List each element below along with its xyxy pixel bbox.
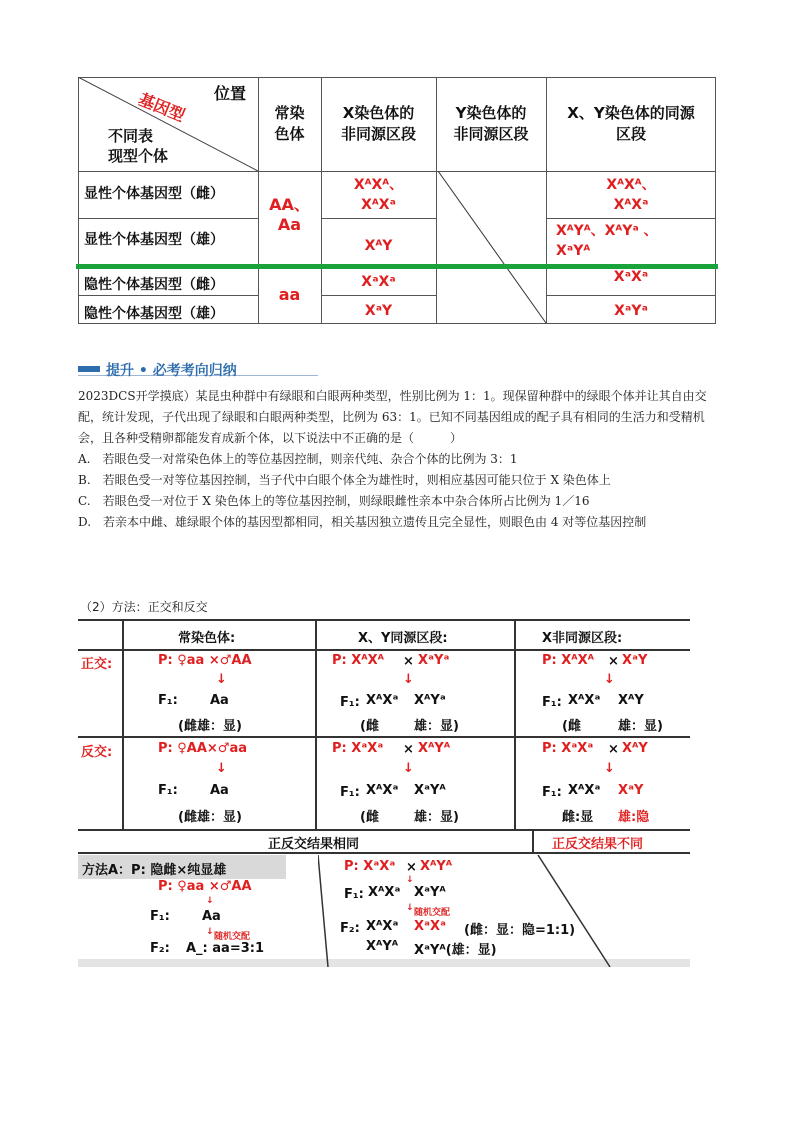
fwd-auto-arrow: ↓ — [216, 672, 227, 687]
fwd-x-note2: 雄：显) — [618, 719, 663, 734]
same-result-label: 正反交结果相同 — [268, 837, 360, 852]
fwd-x-f1b: XᴬY — [618, 693, 644, 708]
fwd-xy-arrow: ↓ — [403, 672, 414, 687]
rev-xy-f1-label: F₁: — [340, 785, 360, 800]
option-a: A. 若眼色受一对常染色体上的等位基因控制，则亲代纯、杂合个体的比例为 3：1 — [78, 452, 518, 466]
rev-xy-f1a: XᴬXᵃ — [366, 783, 399, 798]
ma-xy-times: × — [406, 860, 417, 875]
ma-xy-f2d: XᵃYᴬ(雄：显) — [414, 943, 497, 958]
rev-x-f1b: XᵃY — [618, 783, 644, 798]
ma-xy-f1a: XᴬXᵃ — [368, 885, 401, 900]
question-stem: 2023DCS开学摸底）某昆虫种群中有绿眼和白眼两种类型，性别比例为 1：1。现保留种群中的绿眼个体并让其自由交配，统计发现，子代出现了绿眼和白眼两种类型，比例为 63：1。已知不同基因组成的配子具有相同的生活力和受精机会，且各种受精卵都能发育成新个体，以下说法中不正确的是（ ） — [78, 389, 707, 445]
rev-x-f1-label: F₁: — [542, 785, 562, 800]
section-title-bar — [78, 366, 100, 372]
corner-position-label: 位置 — [214, 84, 247, 103]
fwd-xy-f1b: XᴬYᵃ — [414, 693, 446, 708]
fwd-x-times: × — [608, 654, 619, 669]
ma-xy-f1b: XᵃYᴬ — [414, 885, 446, 900]
ma-xy-arrow: ↓ — [406, 875, 414, 885]
fwd-auto-parents: P: ♀aa ×♂AA — [158, 653, 252, 668]
corner-genotype-label: 基因型 — [135, 89, 188, 126]
rev-x-arrow: ↓ — [604, 761, 615, 776]
row-reverse-cross: 反交: — [81, 745, 113, 760]
rev-xy-times: × — [403, 742, 414, 757]
xy-recessive-male: XᵃYᵃ — [614, 303, 648, 319]
option-b: B. 若眼色受一对等位基因控制，当子代中白眼个体全为雄性时，则相应基因可能只位于 X 染色体上 — [78, 473, 611, 487]
rev-x-times: × — [608, 742, 619, 757]
row-forward-cross: 正交: — [81, 657, 113, 672]
section-title: 提升 • 必考考向归纳 — [106, 363, 237, 379]
ma-auto-parents: P: ♀aa ×♂AA — [158, 879, 252, 894]
rev-auto-f1-label: F₁: — [158, 783, 178, 798]
rev-xy-p1: P: XᵃXᵃ — [332, 741, 384, 756]
rev-x-note1: 雌:显 — [562, 810, 594, 825]
ma-xy-f2-label: F₂: — [340, 921, 360, 936]
ma-xy-f2-ratio: (雌：显：隐=1:1) — [464, 923, 576, 938]
row-dominant-male: 显性个体基因型（雄） — [84, 232, 224, 248]
method-a-title: 方法A：P: 隐雌×纯显雄 — [82, 863, 227, 878]
genotype-table — [78, 77, 716, 324]
rev-xy-note1: (雌 — [360, 810, 379, 825]
col-xy-homologous: X、Y同源区段: — [358, 631, 448, 646]
fwd-xy-f1a: XᴬXᵃ — [366, 693, 399, 708]
fwd-xy-note1: (雌 — [360, 719, 379, 734]
fwd-xy-p2: XᵃYᵃ — [418, 653, 450, 668]
rev-x-p2: XᴬY — [622, 741, 648, 756]
xy-dominant-female: XᴬXᴬ、 XᴬXᵃ — [606, 177, 656, 213]
corner-phenotype-line1: 不同表 — [108, 127, 154, 145]
row-dominant-female: 显性个体基因型（雌） — [84, 186, 224, 202]
ma-auto-f2: A_: aa=3:1 — [186, 941, 265, 956]
ma-xy-f2b: XᵃXᵃ — [414, 919, 446, 934]
rev-auto-f1: Aa — [210, 783, 229, 798]
option-d: D. 若亲本中雌、雄绿眼个体的基因型都相同，相关基因独立遗传且完全显性，则眼色由 4 对等位基因控制 — [78, 515, 647, 529]
ma-auto-random: 随机交配 — [214, 932, 251, 942]
fwd-x-arrow: ↓ — [604, 672, 615, 687]
ma-xy-random: 随机交配 — [414, 908, 451, 918]
diff-result-label: 正反交结果不同 — [552, 837, 644, 852]
fwd-xy-p1: P: XᴬXᴬ — [332, 653, 384, 668]
x-recessive-female: XᵃXᵃ — [361, 274, 396, 290]
fwd-auto-f1: Aa — [210, 693, 229, 708]
rev-x-f1a: XᴬXᵃ — [568, 783, 601, 798]
col-autosome: 常染色体: — [178, 631, 236, 646]
row-recessive-male: 隐性个体基因型（雄） — [84, 306, 224, 322]
ma-auto-f1-label: F₁: — [150, 909, 170, 924]
ma-xy-p2: XᴬYᴬ — [420, 859, 453, 874]
ma-auto-f2-label: F₂: — [150, 941, 170, 956]
autosome-recessive-genotype: aa — [278, 285, 301, 304]
fwd-auto-note: (雌雄：显) — [178, 719, 242, 734]
ma-auto-f1: Aa — [202, 909, 221, 924]
ma-xy-f2a: XᴬXᵃ — [366, 919, 399, 934]
ma-xy-f2c: XᴬYᴬ — [366, 939, 399, 954]
fwd-xy-f1-label: F₁: — [340, 695, 360, 710]
rev-xy-note2: 雄：显) — [414, 810, 459, 825]
method-heading: （2）方法：正交和反交 — [80, 600, 208, 614]
ma-xy-p1: P: XᵃXᵃ — [344, 859, 396, 874]
x-dominant-male: XᴬY — [364, 238, 393, 254]
rev-auto-note: (雌雄：显) — [178, 810, 242, 825]
fwd-x-p2: XᵃY — [622, 653, 648, 668]
fwd-x-f1a: XᴬXᵃ — [568, 693, 601, 708]
ma-auto-arrow: ↓ — [206, 896, 214, 906]
header-y-nonhomologous: Y染色体的 非同源区段 — [453, 104, 529, 143]
y-column-diagonal — [436, 171, 547, 324]
col-x-nonhomologous: X非同源区段: — [542, 631, 623, 646]
fwd-x-f1-label: F₁: — [542, 695, 562, 710]
rev-xy-arrow: ↓ — [403, 761, 414, 776]
fwd-auto-f1-label: F₁: — [158, 693, 178, 708]
ma-xy-f1-label: F₁: — [344, 887, 364, 902]
rev-xy-f1b: XᵃYᴬ — [414, 783, 446, 798]
x-dominant-female: XᴬXᴬ、 XᴬXᵃ — [353, 177, 404, 213]
ma-xy-arrow2: ↓ — [406, 903, 414, 913]
question-block — [78, 386, 718, 533]
rev-x-note2: 雄:隐 — [618, 810, 650, 825]
fwd-x-note1: (雌 — [562, 719, 581, 734]
fwd-xy-note2: 雄：显) — [414, 719, 459, 734]
rev-xy-p2: XᴬYᴬ — [418, 741, 451, 756]
row-recessive-female: 隐性个体基因型（雌） — [84, 277, 224, 293]
header-x-nonhomologous: X染色体的 非同源区段 — [340, 104, 416, 143]
corner-phenotype-line2: 现型个体 — [108, 147, 169, 165]
cross-method-table — [78, 619, 690, 967]
rev-x-p1: P: XᵃXᵃ — [542, 741, 594, 756]
rev-auto-arrow: ↓ — [216, 761, 227, 776]
fwd-x-p1: P: XᴬXᴬ — [542, 653, 594, 668]
header-autosome: 常染 色体 — [274, 104, 305, 143]
fwd-xy-times: × — [403, 654, 414, 669]
option-c: C. 若眼色受一对位于 X 染色体上的等位基因控制，则绿眼雌性亲本中杂合体所占比例为 1／16 — [78, 494, 590, 508]
xy-recessive-female: XᵃXᵃ — [613, 269, 649, 285]
autosome-dominant-genotypes: AA、 Aa — [269, 195, 310, 234]
green-divider-line — [76, 264, 718, 269]
xy-dominant-male: XᴬYᴬ、XᴬYᵃ 、 XᵃYᴬ — [556, 223, 658, 259]
rev-auto-parents: P: ♀AA×♂aa — [158, 741, 247, 756]
ma-auto-arrow2: ↓ — [206, 927, 214, 937]
x-recessive-male: XᵃY — [364, 303, 393, 319]
header-xy-homologous: X、Y染色体的同源 区段 — [567, 104, 695, 143]
